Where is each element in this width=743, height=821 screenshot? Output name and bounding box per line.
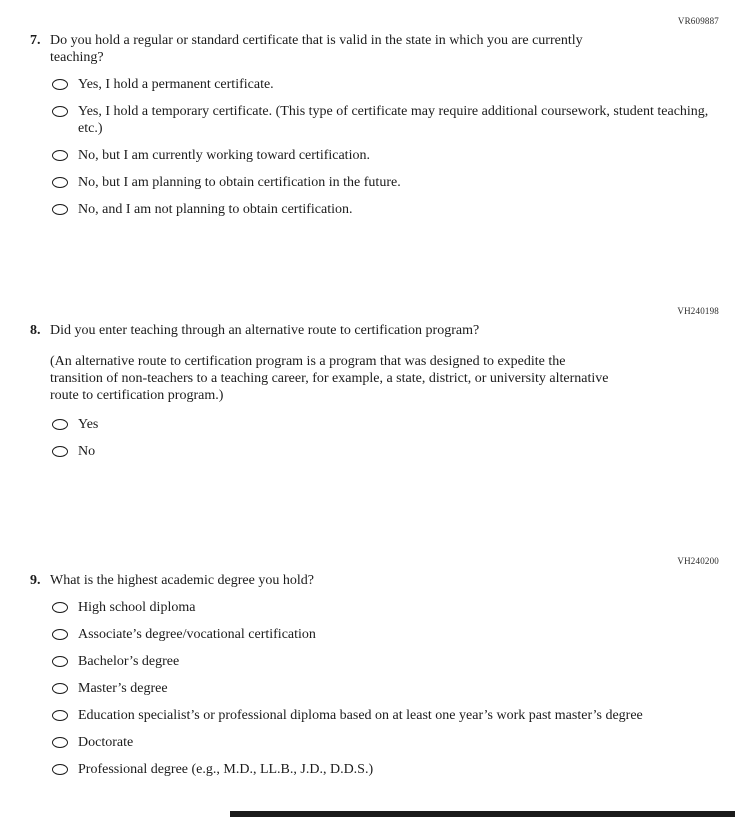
response-oval-icon[interactable]: [52, 737, 68, 748]
question-text: Did you enter teaching through an alternative route to certification program?: [50, 323, 480, 338]
answer-option[interactable]: [52, 626, 743, 643]
question-9-options: [0, 599, 743, 778]
response-oval-icon[interactable]: [52, 446, 68, 457]
answer-option-label: High school diploma: [78, 600, 196, 615]
answer-option[interactable]: [52, 174, 743, 191]
answer-option-label: No: [78, 444, 96, 459]
answer-option[interactable]: [52, 653, 743, 670]
question-7-header: [30, 32, 743, 66]
answer-option[interactable]: [52, 599, 743, 616]
question-number: 8.: [30, 323, 41, 338]
response-oval-icon[interactable]: [52, 79, 68, 90]
answer-option-label: No, but I am planning to obtain certification in the future.: [78, 175, 401, 190]
answer-option[interactable]: [52, 76, 743, 93]
question-number: 9.: [30, 573, 41, 588]
answer-option[interactable]: [52, 147, 743, 164]
response-oval-icon[interactable]: [52, 710, 68, 721]
response-oval-icon[interactable]: [52, 602, 68, 613]
question-7-options: [0, 76, 743, 218]
response-oval-icon[interactable]: [52, 656, 68, 667]
item-code: VH240200: [677, 556, 719, 566]
answer-option-label: Master’s degree: [78, 681, 168, 696]
answer-option[interactable]: [52, 680, 743, 697]
response-oval-icon[interactable]: [52, 764, 68, 775]
answer-option[interactable]: [52, 707, 743, 724]
item-code: VH240198: [677, 306, 719, 316]
question-text: Do you hold a regular or standard certificate that is valid in the state in which you are currently teaching?: [50, 33, 583, 65]
question-7-block: [0, 16, 743, 218]
answer-option-label: Associate’s degree/vocational certification: [78, 627, 316, 642]
answer-option-label: Yes, I hold a permanent certificate.: [78, 77, 274, 92]
answer-option[interactable]: [52, 201, 743, 218]
answer-option[interactable]: [52, 103, 743, 137]
answer-option[interactable]: [52, 416, 743, 433]
question-definition-text: (An alternative route to certification program is a program that was designed to expedite the transition of non-teachers to a teaching career, for example, a state, district, or university alternative route to certification program.): [50, 354, 609, 403]
answer-option-label: Professional degree (e.g., M.D., LL.B., J.D., D.D.S.): [78, 762, 374, 777]
question-9-header: [30, 572, 743, 589]
answer-option-label: No, and I am not planning to obtain certification.: [78, 202, 353, 217]
response-oval-icon[interactable]: [52, 150, 68, 161]
answer-option[interactable]: [52, 761, 743, 778]
item-code: VR609887: [677, 16, 719, 26]
answer-option[interactable]: [52, 734, 743, 751]
answer-option[interactable]: [52, 443, 743, 460]
answer-option-label: Yes: [78, 417, 99, 432]
answer-option-label: Bachelor’s degree: [78, 654, 180, 669]
question-text: What is the highest academic degree you hold?: [50, 573, 314, 588]
question-8-header: [30, 322, 743, 339]
answer-option-label: No, but I am currently working toward certification.: [78, 148, 370, 163]
response-oval-icon[interactable]: [52, 204, 68, 215]
question-9-block: [0, 556, 743, 778]
answer-option-label: Yes, I hold a temporary certificate. (This type of certificate may require additional coursework, student teaching, etc.): [78, 104, 709, 136]
question-number: 7.: [30, 33, 41, 48]
response-oval-icon[interactable]: [52, 629, 68, 640]
answer-option-label: Education specialist’s or professional diploma based on at least one year’s work past master’s degree: [78, 708, 643, 723]
question-8-block: [0, 306, 743, 460]
question-8-options: [0, 416, 743, 460]
response-oval-icon[interactable]: [52, 177, 68, 188]
response-oval-icon[interactable]: [52, 106, 68, 117]
page-bottom-bar: [230, 811, 735, 817]
answer-option-label: Doctorate: [78, 735, 134, 750]
response-oval-icon[interactable]: [52, 419, 68, 430]
response-oval-icon[interactable]: [52, 683, 68, 694]
